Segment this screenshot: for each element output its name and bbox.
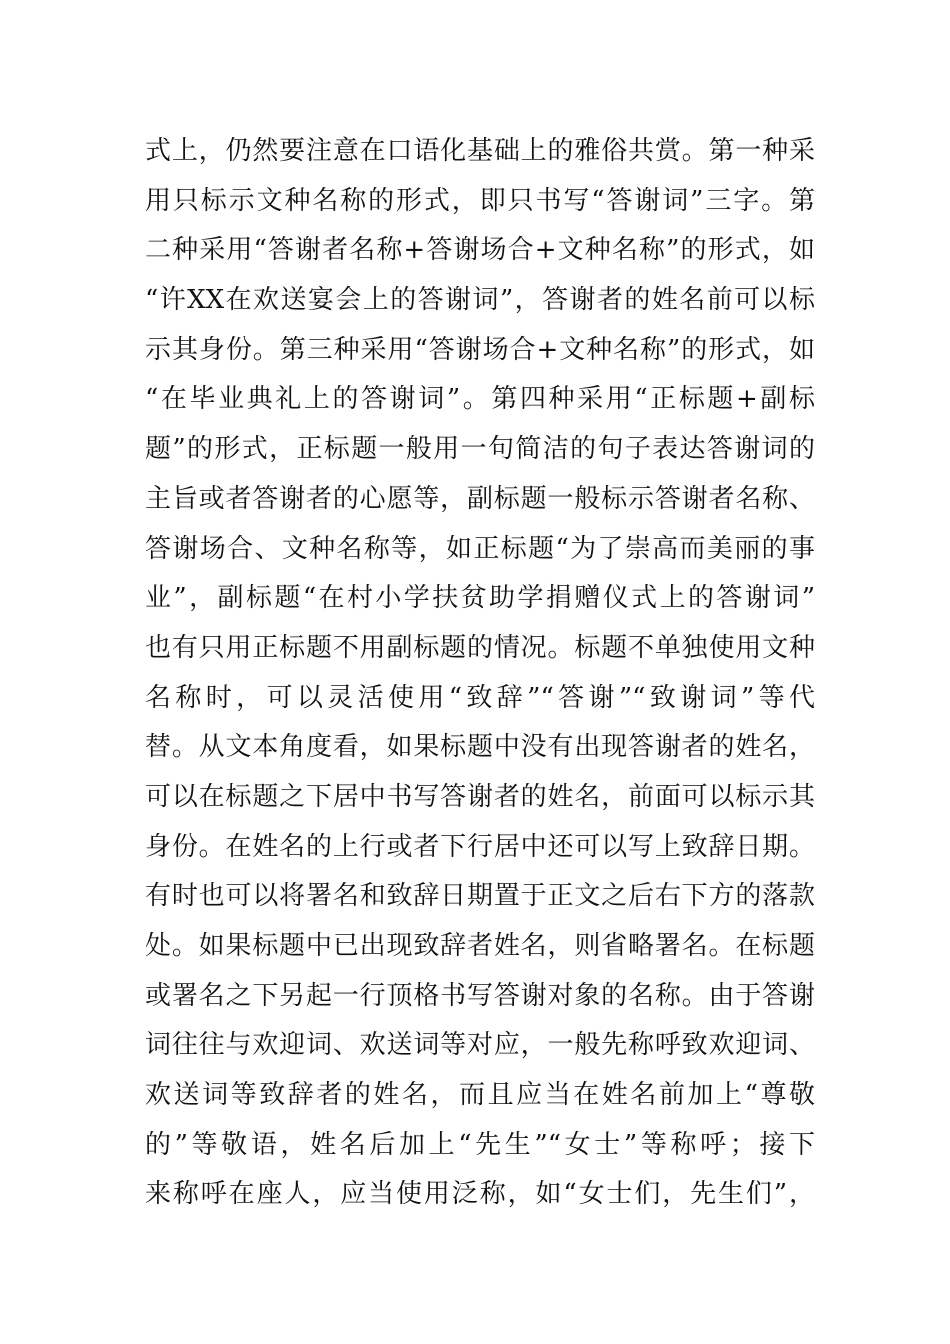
text-line: 来称呼在座人，应当使用泛称，如“女士们，先生们”， (145, 1179, 815, 1210)
text-line: 主旨或者答谢者的心愿等，副标题一般标示答谢者名称、 (145, 483, 815, 514)
text-line: 式上，仍然要注意在口语化基础上的雅俗共赏。第一种采 (145, 136, 815, 166)
text-line: 有时也可以将署名和致辞日期置于正文之后右下方的落款 (145, 881, 815, 912)
text-line: “在毕业典礼上的答谢词”。第四种采用“正标题+副标 (145, 384, 815, 415)
body-text (145, 127, 815, 1220)
text-line: “许XX在欢送宴会上的答谢词”，答谢者的姓名前可以标 (145, 285, 815, 316)
text-line: 的”等敬语，姓名后加上“先生”“女士”等称呼；接下 (145, 1129, 815, 1160)
text-line: 题”的形式，正标题一般用一句简洁的句子表达答谢词的 (145, 434, 815, 465)
text-line: 名称时，可以灵活使用“致辞”“答谢”“致谢词”等代 (145, 682, 815, 713)
text-line: 二种采用“答谢者名称+答谢场合+文种名称”的形式，如 (145, 235, 815, 266)
text-line: 示其身份。第三种采用“答谢场合+文种名称”的形式，如 (145, 334, 815, 365)
text-line: 或署名之下另起一行顶格书写答谢对象的名称。由于答谢 (145, 980, 815, 1011)
text-line: 答谢场合、文种名称等，如正标题“为了崇高而美丽的事 (145, 533, 815, 564)
text-line: 用只标示文种名称的形式，即只书写“答谢词”三字。第 (145, 185, 815, 216)
text-line: 处。如果标题中已出现致辞者姓名，则省略署名。在标题 (145, 931, 815, 961)
text-line: 替。从文本角度看，如果标题中没有出现答谢者的姓名， (145, 732, 815, 763)
text-line: 身份。在姓名的上行或者下行居中还可以写上致辞日期。 (145, 831, 815, 862)
text-line: 也有只用正标题不用副标题的情况。标题不单独使用文种 (145, 632, 815, 663)
text-line: 业”，副标题“在村小学扶贫助学捐赠仪式上的答谢词” (145, 583, 815, 614)
text-line: 欢送词等致辞者的姓名，而且应当在姓名前加上“尊敬 (145, 1080, 815, 1111)
text-line: 可以在标题之下居中书写答谢者的姓名，前面可以标示其 (145, 781, 815, 812)
text-line: 词往往与欢迎词、欢送词等对应，一般先称呼致欢迎词、 (145, 1030, 815, 1061)
